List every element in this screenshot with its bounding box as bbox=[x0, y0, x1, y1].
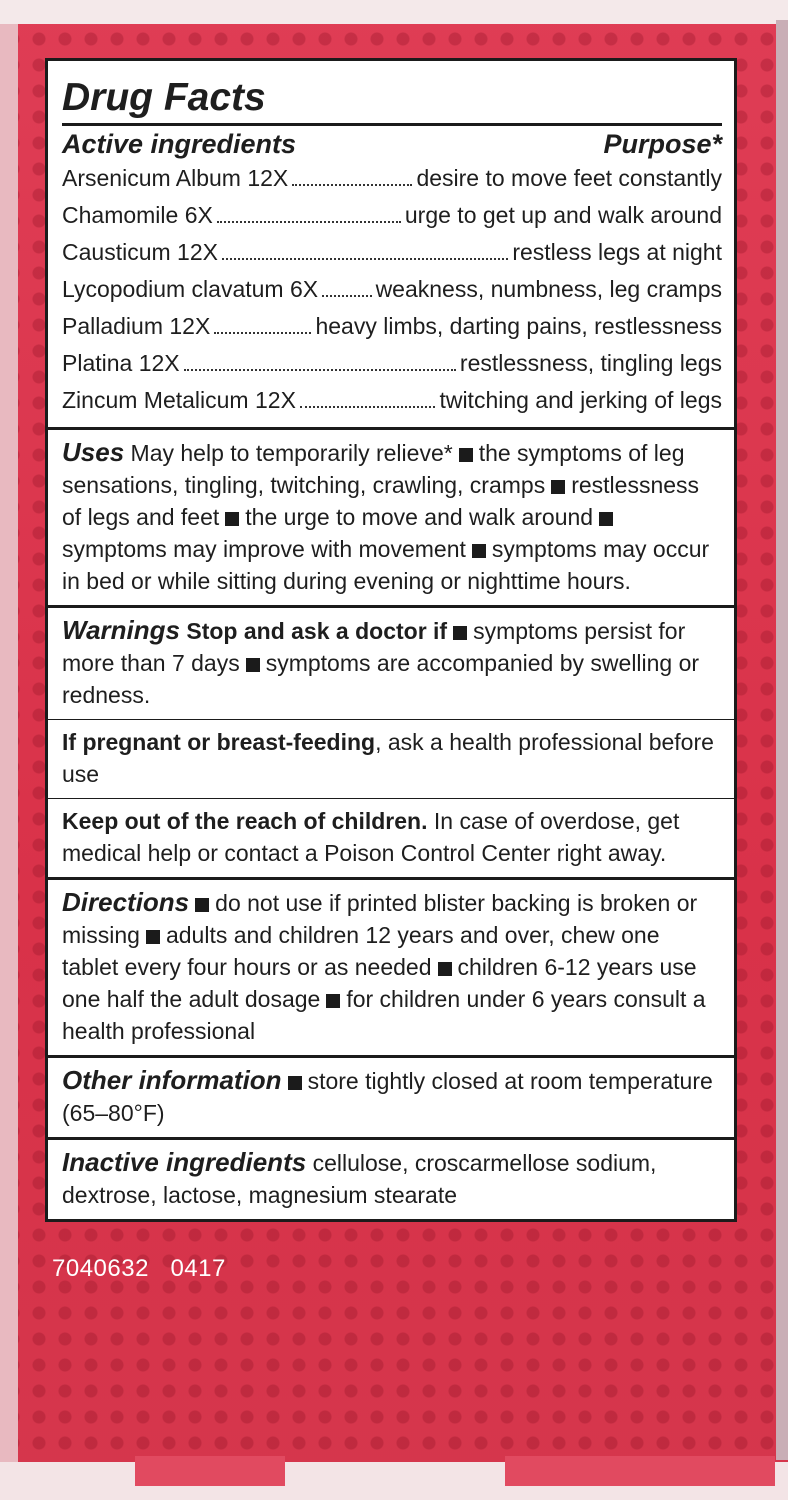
bullet-text: do not use if printed blister backing is broken or missing bbox=[62, 890, 698, 948]
ingredient-name: Zincum Metalicum 12X bbox=[62, 387, 296, 413]
bullet-square-icon bbox=[459, 448, 473, 462]
warnings-section bbox=[48, 605, 734, 719]
ingredient-row bbox=[62, 197, 722, 234]
drug-facts-title: Drug Facts bbox=[62, 77, 722, 126]
keep-out-label: Keep out of the reach of children. bbox=[62, 808, 428, 834]
ingredient-row bbox=[62, 160, 722, 197]
bullet-text: for children under 6 years consult a health professional bbox=[62, 986, 706, 1044]
leader-dots bbox=[292, 184, 412, 186]
lot-number: 7040632 bbox=[52, 1255, 149, 1282]
active-header bbox=[62, 128, 722, 160]
ingredient-name: Arsenicum Album 12X bbox=[62, 165, 289, 191]
bullet-text: the symptoms of leg sensations, tingling, twitching, crawling, cramps bbox=[62, 440, 685, 498]
purpose-heading: Purpose* bbox=[603, 129, 722, 159]
bullet-text: symptoms are accompanied by swelling or redness. bbox=[62, 650, 700, 708]
bullet-square-icon bbox=[438, 962, 452, 976]
ingredient-purpose: desire to move feet constantly bbox=[416, 165, 722, 191]
bullet-text: symptoms persist for more than 7 days bbox=[62, 618, 686, 676]
ingredient-row bbox=[62, 345, 722, 382]
bullet-square-icon bbox=[288, 1076, 302, 1090]
pregnancy-warning bbox=[48, 719, 734, 798]
ingredient-purpose: heavy limbs, darting pains, restlessness bbox=[315, 313, 722, 339]
uses-section bbox=[48, 427, 734, 605]
bullet-square-icon bbox=[453, 626, 467, 640]
bullet-square-icon bbox=[599, 512, 613, 526]
date-code: 0417 bbox=[170, 1255, 226, 1282]
keep-out-text: In case of overdose, get medical help or contact a Poison Control Center right away. bbox=[62, 808, 680, 866]
other-information-heading: Other information bbox=[62, 1065, 282, 1095]
leader-dots bbox=[214, 332, 311, 334]
pregnant-label: If pregnant or breast-feeding bbox=[62, 729, 376, 755]
bullet-text: the urge to move and walk around bbox=[245, 504, 594, 530]
ingredient-purpose: urge to get up and walk around bbox=[404, 202, 722, 228]
ingredient-name: Palladium 12X bbox=[62, 313, 211, 339]
bullet-text: children 6-12 years use one half the adult dosage bbox=[62, 954, 697, 1012]
inactive-heading: Inactive ingredients bbox=[62, 1147, 307, 1177]
bullet-text: store tightly closed at room temperature (65–80°F) bbox=[62, 1068, 713, 1126]
leader-dots bbox=[222, 258, 508, 260]
ingredient-row bbox=[62, 382, 722, 419]
uses-heading: Uses bbox=[62, 437, 125, 467]
box-right-edge bbox=[776, 20, 788, 1460]
ingredient-purpose: weakness, numbness, leg cramps bbox=[375, 276, 722, 302]
ingredient-row bbox=[62, 271, 722, 308]
bullet-square-icon bbox=[551, 480, 565, 494]
ingredient-name: Chamomile 6X bbox=[62, 202, 213, 228]
lot-code bbox=[52, 1255, 226, 1283]
bullet-square-icon bbox=[472, 544, 486, 558]
drug-facts-panel bbox=[45, 58, 737, 1222]
bullet-text: symptoms may occur in bed or while sitting during evening or nighttime hours. bbox=[62, 536, 710, 594]
inactive-ingredients-section bbox=[48, 1137, 734, 1219]
ingredient-name: Causticum 12X bbox=[62, 239, 218, 265]
directions-section bbox=[48, 877, 734, 1055]
children-warning bbox=[48, 798, 734, 877]
box-top-flap bbox=[0, 0, 788, 24]
active-ingredients-section bbox=[48, 61, 734, 427]
ingredient-list bbox=[62, 160, 722, 419]
ingredient-row bbox=[62, 308, 722, 345]
leader-dots bbox=[322, 295, 371, 297]
directions-heading: Directions bbox=[62, 887, 190, 917]
active-heading: Active ingredients bbox=[62, 129, 297, 159]
inactive-text: cellulose, croscarmellose sodium, dextrose, lactose, magnesium stearate bbox=[62, 1150, 657, 1208]
other-information-section bbox=[48, 1055, 734, 1137]
bullet-square-icon bbox=[225, 512, 239, 526]
stop-ask-doctor-label: Stop and ask a doctor if bbox=[186, 618, 448, 644]
leader-dots bbox=[184, 369, 456, 371]
bullet-square-icon bbox=[246, 658, 260, 672]
bullet-text: adults and children 12 years and over, chew one tablet every four hours or as needed bbox=[62, 922, 660, 980]
ingredient-name: Platina 12X bbox=[62, 350, 180, 376]
ingredient-row bbox=[62, 234, 722, 271]
leader-dots bbox=[217, 221, 401, 223]
bullet-text: restlessness of legs and feet bbox=[62, 472, 700, 530]
warnings-heading: Warnings bbox=[62, 615, 180, 645]
ingredient-purpose: restless legs at night bbox=[512, 239, 722, 265]
ingredient-purpose: restlessness, tingling legs bbox=[459, 350, 722, 376]
bullet-square-icon bbox=[146, 930, 160, 944]
ingredient-name: Lycopodium clavatum 6X bbox=[62, 276, 319, 302]
bullet-text: symptoms may improve with movement bbox=[62, 536, 466, 562]
leader-dots bbox=[300, 406, 436, 408]
uses-intro: May help to temporarily relieve* bbox=[130, 440, 453, 466]
box-tab-right bbox=[505, 1456, 775, 1486]
bullet-square-icon bbox=[195, 898, 209, 912]
box-tab-left bbox=[135, 1456, 285, 1486]
ingredient-purpose: twitching and jerking of legs bbox=[439, 387, 722, 413]
bullet-square-icon bbox=[326, 994, 340, 1008]
pregnant-text: , ask a health professional before use bbox=[62, 729, 714, 787]
box-left-edge bbox=[0, 24, 18, 1464]
